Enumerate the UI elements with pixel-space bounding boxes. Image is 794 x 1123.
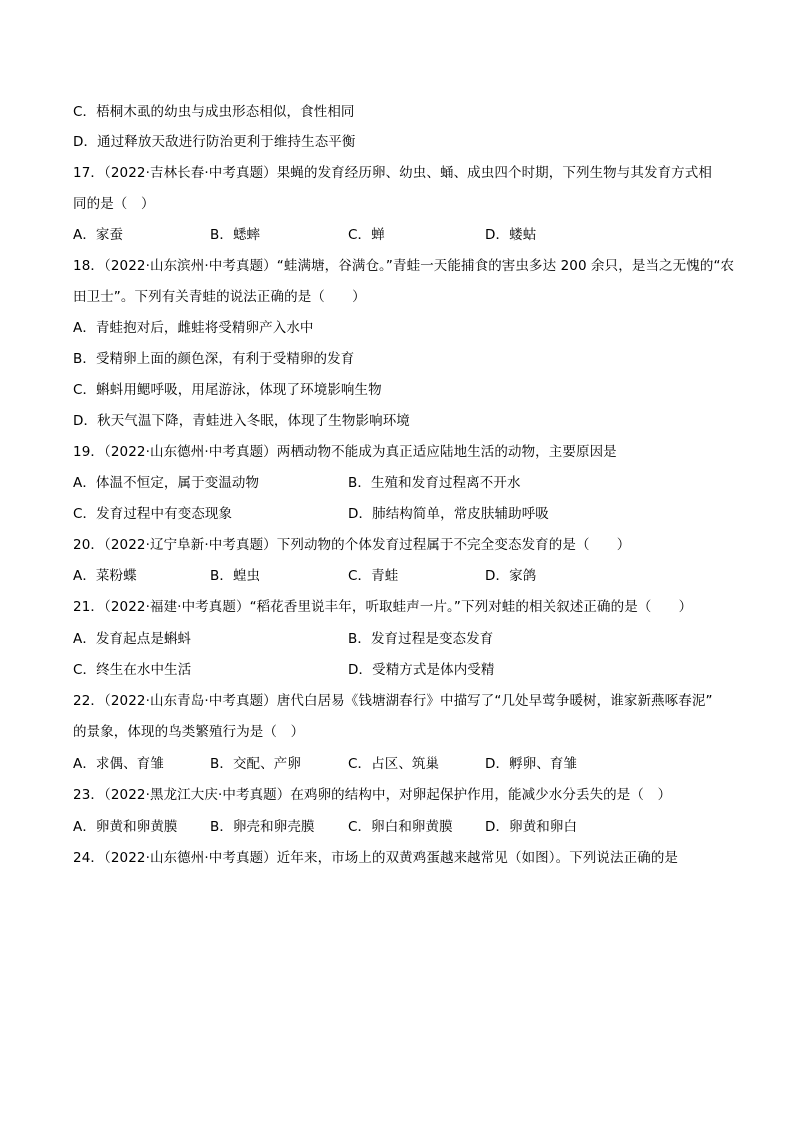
q23-option-b: B．卵壳和卵壳膜 — [210, 819, 315, 835]
q21-option-c: C．终生在水中生活 — [73, 662, 192, 678]
q17-stem-line1: 17．（2022·吉林长春·中考真题）果蝇的发育经历卵、幼虫、蛹、成虫四个时期，下列生物与其发育方式相 — [73, 165, 712, 181]
q22-options — [73, 755, 733, 773]
q21-option-b: B．发育过程是变态发育 — [348, 631, 494, 647]
q20-option-a: A．菜粉蝶 — [73, 568, 137, 584]
q23-option-d: D．卵黄和卵白 — [485, 819, 578, 835]
q22-option-b: B．交配、产卵 — [210, 756, 301, 772]
q23-option-c: C．卵白和卵黄膜 — [348, 819, 453, 835]
q21-options-row2 — [73, 661, 733, 679]
q17-stem-line2: 同的是（ ） — [73, 196, 155, 212]
q21-options-row1 — [73, 630, 733, 648]
q16-option-c: C．梧桐木虱的幼虫与成虫形态相似，食性相同 — [73, 104, 355, 120]
q22-option-a: A．求偶、育雏 — [73, 756, 164, 772]
q20-options — [73, 567, 733, 585]
q17-option-d: D．蝼蛄 — [485, 227, 537, 243]
q17-options — [73, 226, 733, 244]
q23-option-a: A．卵黄和卵黄膜 — [73, 819, 178, 835]
q20-option-b: B．蝗虫 — [210, 568, 261, 584]
q20-option-c: C．青蛙 — [348, 568, 399, 584]
q18-stem-line1: 18．（2022·山东滨州·中考真题）“蛙满塘，谷满仓。”青蛙一天能捕食的害虫多达 200 余只，是当之无愧的“农 — [73, 258, 735, 274]
q16-option-d: D．通过释放天敌进行防治更利于维持生态平衡 — [73, 134, 356, 150]
q19-stem: 19．（2022·山东德州·中考真题）两栖动物不能成为真正适应陆地生活的动物，主要原因是 — [73, 444, 617, 460]
q18-option-d: D．秋天气温下降，青蛙进入冬眠，体现了生物影响环境 — [73, 413, 410, 429]
q17-option-c: C．蝉 — [348, 227, 385, 243]
q24-stem: 24．（2022·山东德州·中考真题）近年来，市场上的双黄鸡蛋越来越常见（如图）。下列说法正确的是 — [73, 850, 679, 866]
q22-stem-line2: 的景象，体现的鸟类繁殖行为是（ ） — [73, 724, 305, 740]
q20-stem: 20．（2022·辽宁阜新·中考真题）下列动物的个体发育过程属于不完全变态发育的是（ ） — [73, 537, 631, 553]
q19-options-row1 — [73, 474, 733, 492]
q21-option-d: D．受精方式是体内受精 — [348, 662, 495, 678]
q19-option-c: C．发育过程中有变态现象 — [73, 506, 233, 522]
q23-stem: 23．（2022·黑龙江大庆·中考真题）在鸡卵的结构中，对卵起保护作用，能减少水分丢失的是（ ） — [73, 787, 672, 803]
q21-option-a: A．发育起点是蝌蚪 — [73, 631, 192, 647]
q20-option-d: D．家鸽 — [485, 568, 537, 584]
q19-options-row2 — [73, 505, 733, 523]
q19-option-b: B．生殖和发育过程离不开水 — [348, 475, 521, 491]
q22-option-d: D．孵卵、育雏 — [485, 756, 578, 772]
q17-option-a: A．家蚕 — [73, 227, 124, 243]
q23-options — [73, 818, 733, 836]
q19-option-a: A．体温不恒定，属于变温动物 — [73, 475, 260, 491]
q18-option-b: B．受精卵上面的颜色深，有利于受精卵的发育 — [73, 351, 355, 367]
q18-stem-line2: 田卫士”。下列有关青蛙的说法正确的是（ ） — [73, 289, 366, 305]
q19-option-d: D．肺结构简单，常皮肤辅助呼吸 — [348, 506, 549, 522]
q22-stem-line1: 22．（2022·山东青岛·中考真题）唐代白居易《钱塘湖春行》中描写了“几处早莺争暖树，谁家新燕啄春泥” — [73, 693, 713, 709]
q18-option-c: C．蝌蚪用鳃呼吸，用尾游泳，体现了环境影响生物 — [73, 382, 382, 398]
q21-stem: 21．（2022·福建·中考真题）“稻花香里说丰年，听取蛙声一片。”下列对蛙的相关叙述正确的是（ ） — [73, 599, 693, 615]
q17-option-b: B．蟋蟀 — [210, 227, 261, 243]
q18-option-a: A．青蛙抱对后，雌蛙将受精卵产入水中 — [73, 320, 314, 336]
q22-option-c: C．占区、筑巢 — [348, 756, 440, 772]
